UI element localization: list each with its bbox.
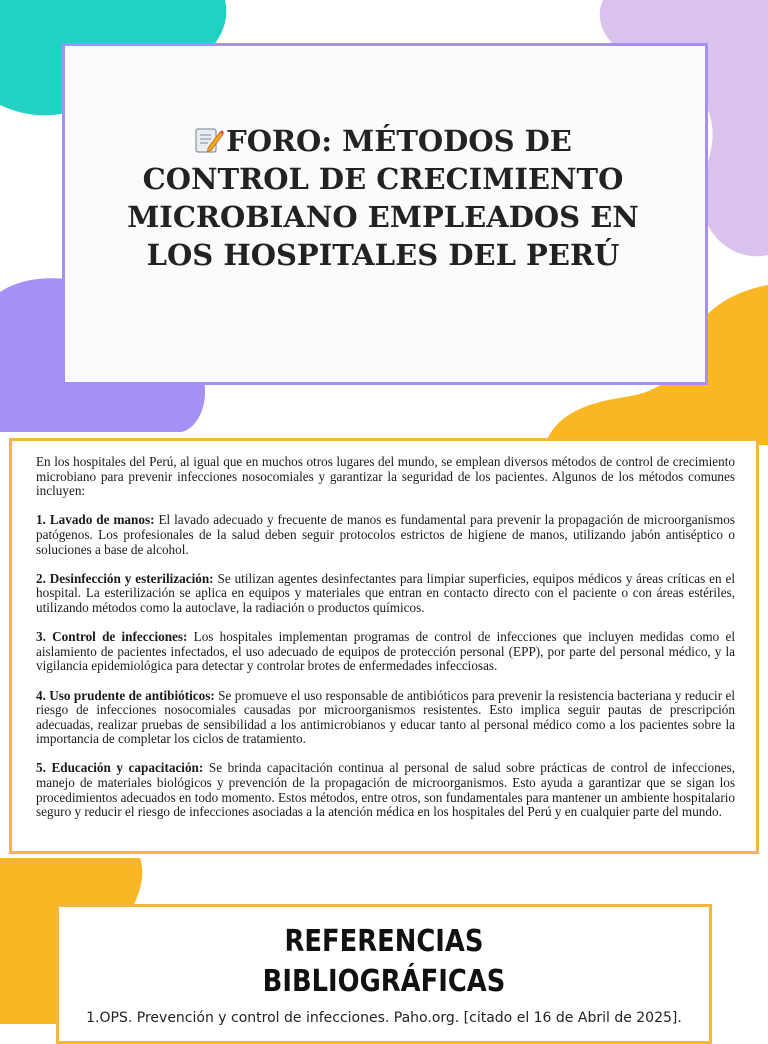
list-item-text: Se utilizan agentes desinfectantes para limpiar superficies, equipos médicos y áreas críticas en el hospital. La esterilización se aplica en equipos y materiales que entran en contacto directo con el paciente o con áreas estériles, utilizando métodos como la autoclave, la radiación o productos químicos. — [36, 570, 735, 615]
list-item — [36, 513, 735, 557]
references-title — [102, 922, 666, 1002]
references-title-line: BIBLIOGRÁFICAS — [262, 964, 506, 999]
list-item-heading: 1. Lavado de manos: — [36, 512, 155, 528]
list-item — [36, 630, 735, 674]
title-text: FORO: MÉTODOS DE CONTROL DE CRECIMIENTO MICROBIANO EMPLEADOS EN LOS HOSPITALES DEL PERÚ — [127, 124, 639, 272]
list-item-text: Se promueve el uso responsable de antibióticos para prevenir la resistencia bacteriana y reducir el riesgo de infecciones nosocomiales causadas por microorganismos resistentes. Esto implica seguir pautas de prescripción adecuadas, realizar pruebas de sensibilidad a los antimicrobianos y educar tanto al personal médico como a los pacientes sobre la importancia de completar los ciclos de tratamiento. — [36, 687, 736, 747]
list-item — [36, 761, 735, 819]
list-item-heading: 5. Educación y capacitación: — [36, 760, 204, 776]
memo-icon — [194, 126, 224, 154]
page-title — [120, 122, 646, 274]
reference-entry: 1.OPS. Prevención y control de infecciones. Paho.org. [citado el 16 de Abril de 2025]. — [86, 1010, 682, 1026]
list-item — [36, 689, 735, 747]
list-item-heading: 2. Desinfección y esterilización: — [36, 570, 214, 586]
body-text-card — [9, 438, 759, 854]
list-item-text: El lavado adecuado y frecuente de manos es fundamental para prevenir la propagación de microorganismos patógenos. Los profesionales de la salud deben seguir protocolos estrictos de higiene de manos, utilizando jabón antiséptico o soluciones a base de alcohol. — [36, 512, 735, 557]
list-item-heading: 3. Control de infecciones: — [36, 629, 188, 645]
list-item-text: Los hospitales implementan programas de control de infecciones que incluyen medidas como el aislamiento de pacientes infectados, el uso adecuado de equipos de protección personal (EPP), por parte del personal médico, y la vigilancia epidemiológica para detectar y controlar brotes de enfermedades infecciosas. — [36, 629, 735, 674]
list-item-heading: 4. Uso prudente de antibióticos: — [36, 687, 215, 703]
references-title-line: REFERENCIAS — [284, 924, 484, 959]
intro-paragraph: En los hospitales del Perú, al igual que en muchos otros lugares del mundo, se emplean diversos métodos de control de crecimiento microbiano para prevenir infecciones nosocomiales y garantizar la seguridad de los pacientes. Algunos de los métodos comunes incluyen: — [36, 454, 735, 499]
list-item-text: Se brinda capacitación continua al personal de salud sobre prácticas de control de infecciones, manejo de materiales biológicos y prevención de la propagación de microorganismos. Esto ayuda a garantizar que se sigan los procedimientos adecuados en todo momento. Estos métodos, entre otros, son fundamentales para mantener un ambiente hospitalario seguro y reducir el riesgo de infecciones asociadas a la atención médica en los hospitales del Perú y en cualquier parte del mundo. — [36, 760, 735, 820]
list-item — [36, 572, 735, 616]
